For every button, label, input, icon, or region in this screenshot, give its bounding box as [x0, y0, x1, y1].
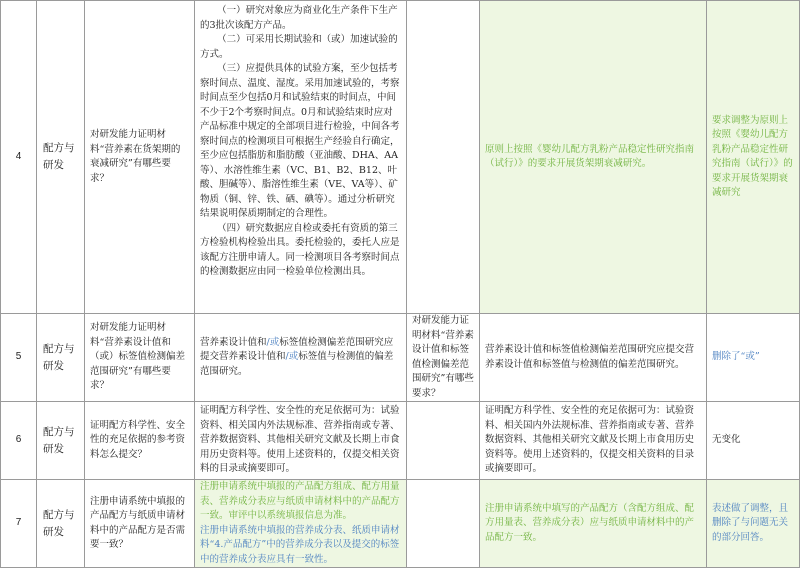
new-question-cell: 对研发能力证明材料“营养素设计值和标签值检测偏差范围研究”有哪些要求？ — [407, 314, 480, 402]
category-cell: 配方与研发 — [37, 480, 85, 568]
row-number: 4 — [1, 1, 37, 314]
new-question-cell — [407, 402, 480, 480]
highlighted-text: 注册申请系统中填报的营养成分表、纸质申请材料“4.产品配方”中的营养成分表以及提交的标签中的营养成分表应具有一致性。 — [200, 524, 400, 565]
table-row — [1, 1, 800, 314]
table-row — [1, 314, 800, 402]
highlighted-text: /或 — [285, 351, 299, 363]
question-cell: 注册申请系统中填报的产品配方与纸质申请材料中的产品配方是否需要一致？ — [85, 480, 195, 568]
table-row — [1, 402, 800, 480]
answer-paragraph: （四）研究数据应自检或委托有资质的第三方检验机构检验出具。委托检验的，委托人应是该配方注册申请人。同一检测项目各考察时间点的检测数据应由同一检验单位检测出具。 — [200, 222, 400, 277]
question-cell: 对研发能力证明材料“营养素在货架期的衰减研究”有哪些要求？ — [85, 1, 195, 314]
original-answer-cell — [195, 1, 407, 314]
change-note-cell: 要求调整为原则上按照《婴幼儿配方乳粉产品稳定性研究指南（试行）》的要求开展货架期衰减研究 — [707, 1, 800, 314]
row-number: 7 — [1, 480, 37, 568]
category-cell: 配方与研发 — [37, 402, 85, 480]
new-answer-cell: 营养素设计值和标签值检测偏差范围研究应提交营养素设计值和标签值与检测值的偏差范围研究。 — [480, 314, 707, 402]
new-answer-cell: 原则上按照《婴幼儿配方乳粉产品稳定性研究指南（试行）》的要求开展货架期衰减研究。 — [480, 1, 707, 314]
new-answer-cell: 注册申请系统中填写的产品配方（含配方组成、配方用量表、营养成分表）应与纸质申请材料中的产品配方一致。 — [480, 480, 707, 568]
answer-paragraph: （三）应提供具体的试验方案，至少包括考察时间点、温度、湿度。采用加速试验的，考察时间点至少包括0月和试验结束的时间点，中间不少于2个考察时间点。0月和试验结束时应对产品标准中规定的全部项目进行检验，中间各考察时间点的检测项目可根据生产经验自行确定，至少应包括脂肪和脂肪酸（亚油酸、DHA、AA等）、水溶性维生素（VC、B1、B2、B12、叶酸、胆碱等）、脂溶性维生素（VE、VA等）、矿物质（铜、锌、铁、硒、碘等）。通过分析研究结果说明保质期制定的合理性。 — [200, 63, 400, 219]
answer-text: 标签值检测偏差范围研究应提交营养素设计值和 — [200, 336, 394, 363]
change-note-cell: 删除了“或” — [707, 314, 800, 402]
answer-text: 营养素设计值和 — [200, 336, 267, 348]
highlighted-text: /或 — [266, 336, 280, 348]
new-answer-cell: 证明配方科学性、安全性的充足依据可为：试验资料、相关国内外法规标准、营养指南或专著、营养数据资料、其他相关研究文献及长期上市食用历史资料等。使用上述资料的，仅提交相关资料的目录或摘要即可。 — [480, 402, 707, 480]
table-row — [1, 480, 800, 568]
category-cell: 配方与研发 — [37, 314, 85, 402]
change-note-cell: 表述做了调整，且删除了与问题无关的部分回答。 — [707, 480, 800, 568]
original-answer-cell — [195, 480, 407, 568]
original-answer-cell: 证明配方科学性、安全性的充足依据可为：试验资料、相关国内外法规标准、营养指南或专著、营养数据资料、其他相关研究文献及长期上市食用历史资料等。使用上述资料的，仅提交相关资料的目录或摘要即可。 — [195, 402, 407, 480]
answer-text: 标签值与检测值的偏差范围研究。 — [200, 351, 394, 377]
change-note-cell: 无变化 — [707, 402, 800, 480]
question-cell: 对研发能力证明材料“营养素设计值和（或）标签值检测偏差范围研究”有哪些要求？ — [85, 314, 195, 402]
original-answer-cell — [195, 314, 407, 402]
answer-paragraph: （一）研究对象应为商业化生产条件下生产的3批次该配方产品。 — [200, 5, 398, 31]
question-cell: 证明配方科学性、安全性的充足依据的参考资料怎么提交？ — [85, 402, 195, 480]
highlighted-text: 注册申请系统中填报的产品配方组成、配方用量表、营养成分表应与纸质申请材料中的产品配方一致。审评中以系统填报信息为准。 — [200, 481, 400, 521]
new-question-cell — [407, 480, 480, 568]
row-number: 5 — [1, 314, 37, 402]
row-number: 6 — [1, 402, 37, 480]
answer-paragraph: （二）可采用长期试验和（或）加速试验的方式。 — [200, 34, 398, 60]
category-cell: 配方与研发 — [37, 1, 85, 314]
new-question-cell — [407, 1, 480, 314]
